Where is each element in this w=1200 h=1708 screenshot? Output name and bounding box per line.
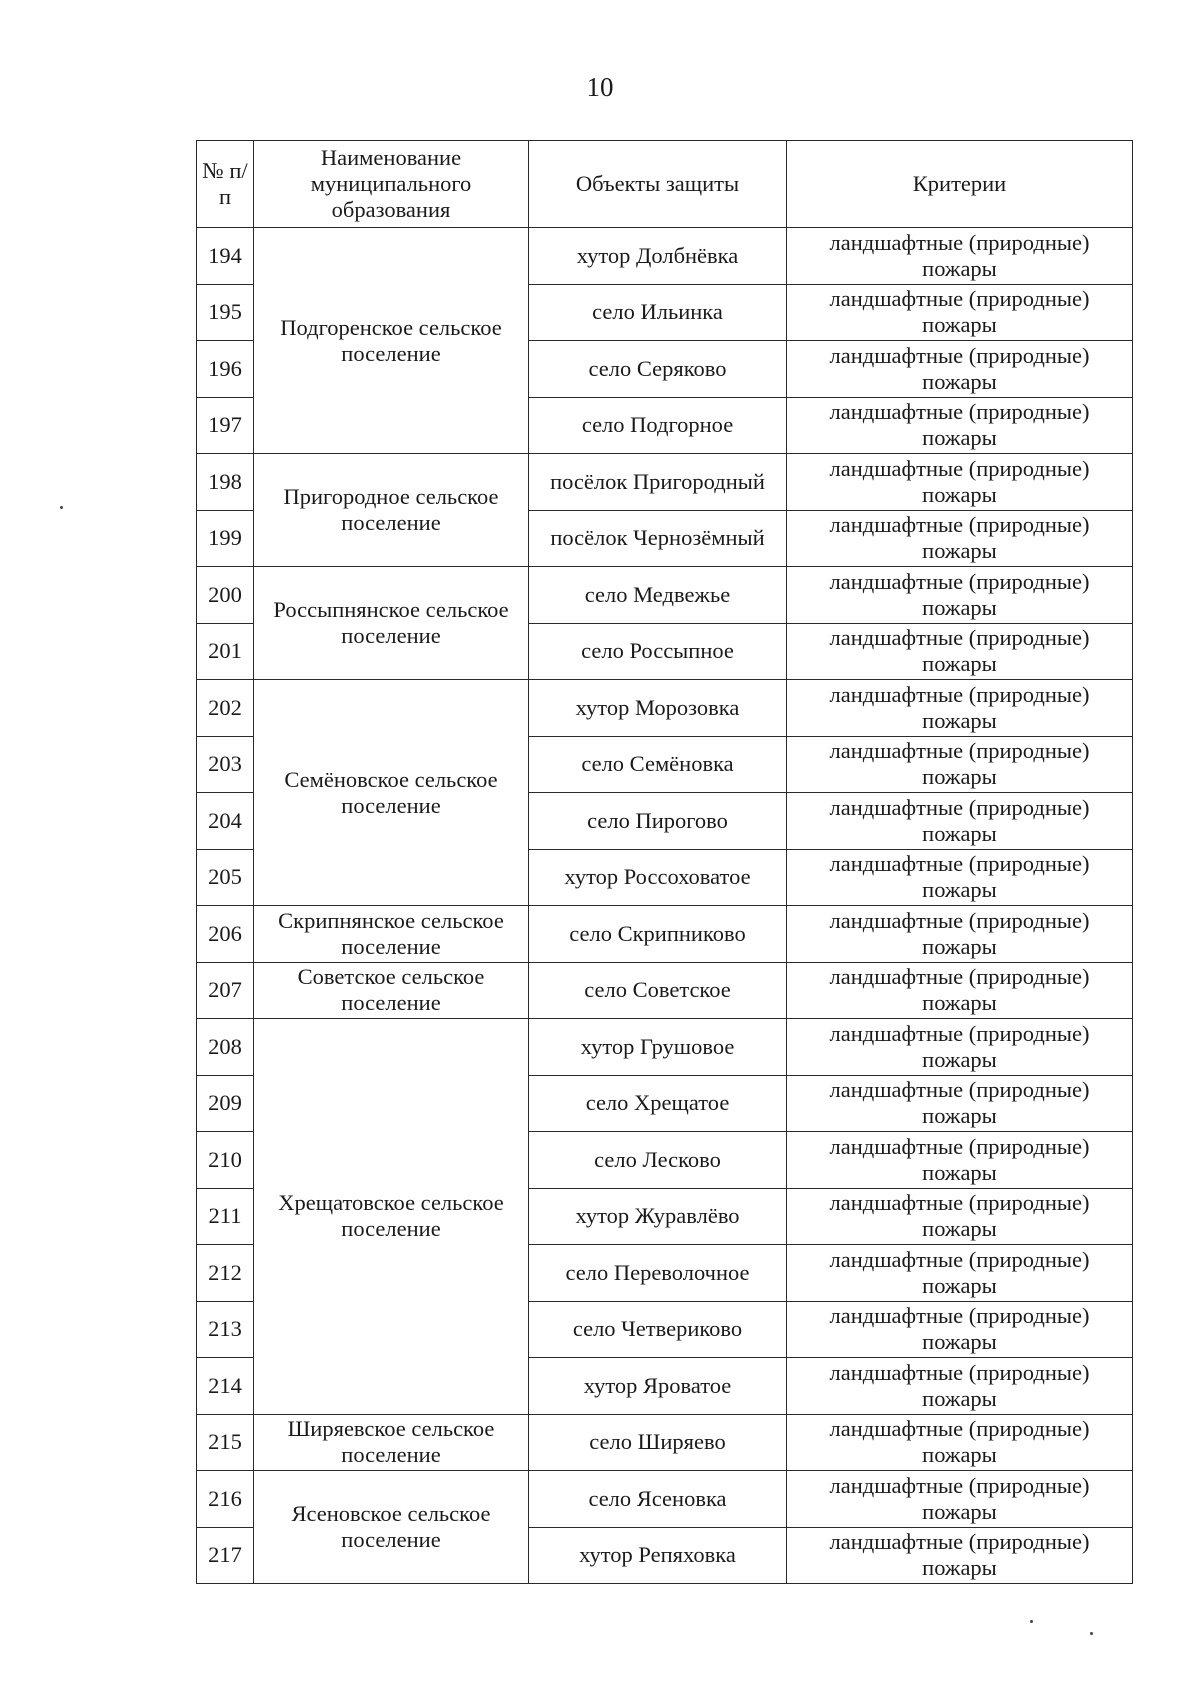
protection-object-cell: село Серяково bbox=[529, 341, 787, 398]
municipality-cell: Хрещатовское сельское поселение bbox=[254, 1019, 529, 1415]
criteria-cell: ландшафтные (природные) пожары bbox=[787, 1358, 1133, 1415]
criteria-cell: ландшафтные (природные) пожары bbox=[787, 1075, 1133, 1132]
scan-speck bbox=[60, 506, 63, 509]
row-number: 211 bbox=[197, 1188, 254, 1245]
criteria-cell: ландшафтные (природные) пожары bbox=[787, 680, 1133, 737]
protection-object-cell: село Советское bbox=[529, 962, 787, 1019]
protection-object-cell: хутор Грушовое bbox=[529, 1019, 787, 1076]
scan-speck bbox=[1090, 1632, 1093, 1635]
criteria-cell: ландшафтные (природные) пожары bbox=[787, 1245, 1133, 1302]
protection-object-cell: посёлок Пригородный bbox=[529, 454, 787, 511]
protection-object-cell: хутор Репяховка bbox=[529, 1527, 787, 1584]
municipality-cell: Пригородное сельское поселение bbox=[254, 454, 529, 567]
protection-object-cell: село Пирогово bbox=[529, 793, 787, 850]
protection-object-cell: село Медвежье bbox=[529, 567, 787, 624]
row-number: 208 bbox=[197, 1019, 254, 1076]
header-municipality: Наименование муниципального образования bbox=[254, 141, 529, 228]
criteria-cell: ландшафтные (природные) пожары bbox=[787, 1301, 1133, 1358]
protection-object-cell: село Хрещатое bbox=[529, 1075, 787, 1132]
criteria-cell: ландшафтные (природные) пожары bbox=[787, 962, 1133, 1019]
criteria-cell: ландшафтные (природные) пожары bbox=[787, 228, 1133, 285]
protection-object-cell: село Переволочное bbox=[529, 1245, 787, 1302]
protection-object-cell: хутор Долбнёвка bbox=[529, 228, 787, 285]
protection-object-cell: село Семёновка bbox=[529, 736, 787, 793]
row-number: 205 bbox=[197, 849, 254, 906]
protection-object-cell: хутор Яроватое bbox=[529, 1358, 787, 1415]
table-row bbox=[197, 1471, 1133, 1528]
protection-object-cell: село Ильинка bbox=[529, 284, 787, 341]
row-number: 210 bbox=[197, 1132, 254, 1189]
criteria-cell: ландшафтные (природные) пожары bbox=[787, 1019, 1133, 1076]
criteria-cell: ландшафтные (природные) пожары bbox=[787, 397, 1133, 454]
row-number: 196 bbox=[197, 341, 254, 398]
header-object: Объекты защиты bbox=[529, 141, 787, 228]
criteria-cell: ландшафтные (природные) пожары bbox=[787, 454, 1133, 511]
row-number: 207 bbox=[197, 962, 254, 1019]
criteria-cell: ландшафтные (природные) пожары bbox=[787, 1471, 1133, 1528]
protection-objects-table bbox=[196, 140, 1133, 1584]
municipality-cell: Ширяевское сельское поселение bbox=[254, 1414, 529, 1471]
row-number: 201 bbox=[197, 623, 254, 680]
row-number: 198 bbox=[197, 454, 254, 511]
row-number: 206 bbox=[197, 906, 254, 963]
municipality-cell: Скрипнянское сельское поселение bbox=[254, 906, 529, 963]
municipality-cell: Россыпнянское сельское поселение bbox=[254, 567, 529, 680]
header-num: № п/п bbox=[197, 141, 254, 228]
protection-object-cell: хутор Журавлёво bbox=[529, 1188, 787, 1245]
row-number: 209 bbox=[197, 1075, 254, 1132]
table-row bbox=[197, 680, 1133, 737]
row-number: 197 bbox=[197, 397, 254, 454]
row-number: 194 bbox=[197, 228, 254, 285]
protection-object-cell: хутор Морозовка bbox=[529, 680, 787, 737]
row-number: 200 bbox=[197, 567, 254, 624]
header-criteria: Критерии bbox=[787, 141, 1133, 228]
municipality-cell: Советское сельское поселение bbox=[254, 962, 529, 1019]
scan-speck bbox=[1030, 1620, 1033, 1623]
table-row bbox=[197, 962, 1133, 1019]
municipality-cell: Ясеновское сельское поселение bbox=[254, 1471, 529, 1584]
protection-object-cell: село Ясеновка bbox=[529, 1471, 787, 1528]
table-row bbox=[197, 228, 1133, 285]
criteria-cell: ландшафтные (природные) пожары bbox=[787, 1132, 1133, 1189]
protection-object-cell: хутор Россоховатое bbox=[529, 849, 787, 906]
row-number: 217 bbox=[197, 1527, 254, 1584]
criteria-cell: ландшафтные (природные) пожары bbox=[787, 567, 1133, 624]
municipality-cell: Семёновское сельское поселение bbox=[254, 680, 529, 906]
criteria-cell: ландшафтные (природные) пожары bbox=[787, 793, 1133, 850]
municipality-cell: Подгоренское сельское поселение bbox=[254, 228, 529, 454]
table-row bbox=[197, 906, 1133, 963]
protection-object-cell: село Лесково bbox=[529, 1132, 787, 1189]
protection-object-cell: село Ширяево bbox=[529, 1414, 787, 1471]
row-number: 212 bbox=[197, 1245, 254, 1302]
criteria-cell: ландшафтные (природные) пожары bbox=[787, 510, 1133, 567]
criteria-cell: ландшафтные (природные) пожары bbox=[787, 284, 1133, 341]
row-number: 202 bbox=[197, 680, 254, 737]
page-number: 10 bbox=[586, 72, 614, 102]
criteria-cell: ландшафтные (природные) пожары bbox=[787, 906, 1133, 963]
row-number: 216 bbox=[197, 1471, 254, 1528]
table-row bbox=[197, 567, 1133, 624]
table-row bbox=[197, 454, 1133, 511]
table-header-row bbox=[197, 141, 1133, 228]
criteria-cell: ландшафтные (природные) пожары bbox=[787, 341, 1133, 398]
criteria-cell: ландшафтные (природные) пожары bbox=[787, 1527, 1133, 1584]
protection-object-cell: село Подгорное bbox=[529, 397, 787, 454]
table-row bbox=[197, 1414, 1133, 1471]
row-number: 195 bbox=[197, 284, 254, 341]
row-number: 214 bbox=[197, 1358, 254, 1415]
row-number: 199 bbox=[197, 510, 254, 567]
table-body bbox=[197, 228, 1133, 1584]
protection-object-cell: село Россыпное bbox=[529, 623, 787, 680]
protection-object-cell: посёлок Чернозёмный bbox=[529, 510, 787, 567]
row-number: 213 bbox=[197, 1301, 254, 1358]
criteria-cell: ландшафтные (природные) пожары bbox=[787, 1414, 1133, 1471]
table-row bbox=[197, 1019, 1133, 1076]
row-number: 203 bbox=[197, 736, 254, 793]
protection-object-cell: село Четвериково bbox=[529, 1301, 787, 1358]
criteria-cell: ландшафтные (природные) пожары bbox=[787, 1188, 1133, 1245]
row-number: 215 bbox=[197, 1414, 254, 1471]
row-number: 204 bbox=[197, 793, 254, 850]
protection-object-cell: село Скрипниково bbox=[529, 906, 787, 963]
criteria-cell: ландшафтные (природные) пожары bbox=[787, 736, 1133, 793]
criteria-cell: ландшафтные (природные) пожары bbox=[787, 849, 1133, 906]
criteria-cell: ландшафтные (природные) пожары bbox=[787, 623, 1133, 680]
